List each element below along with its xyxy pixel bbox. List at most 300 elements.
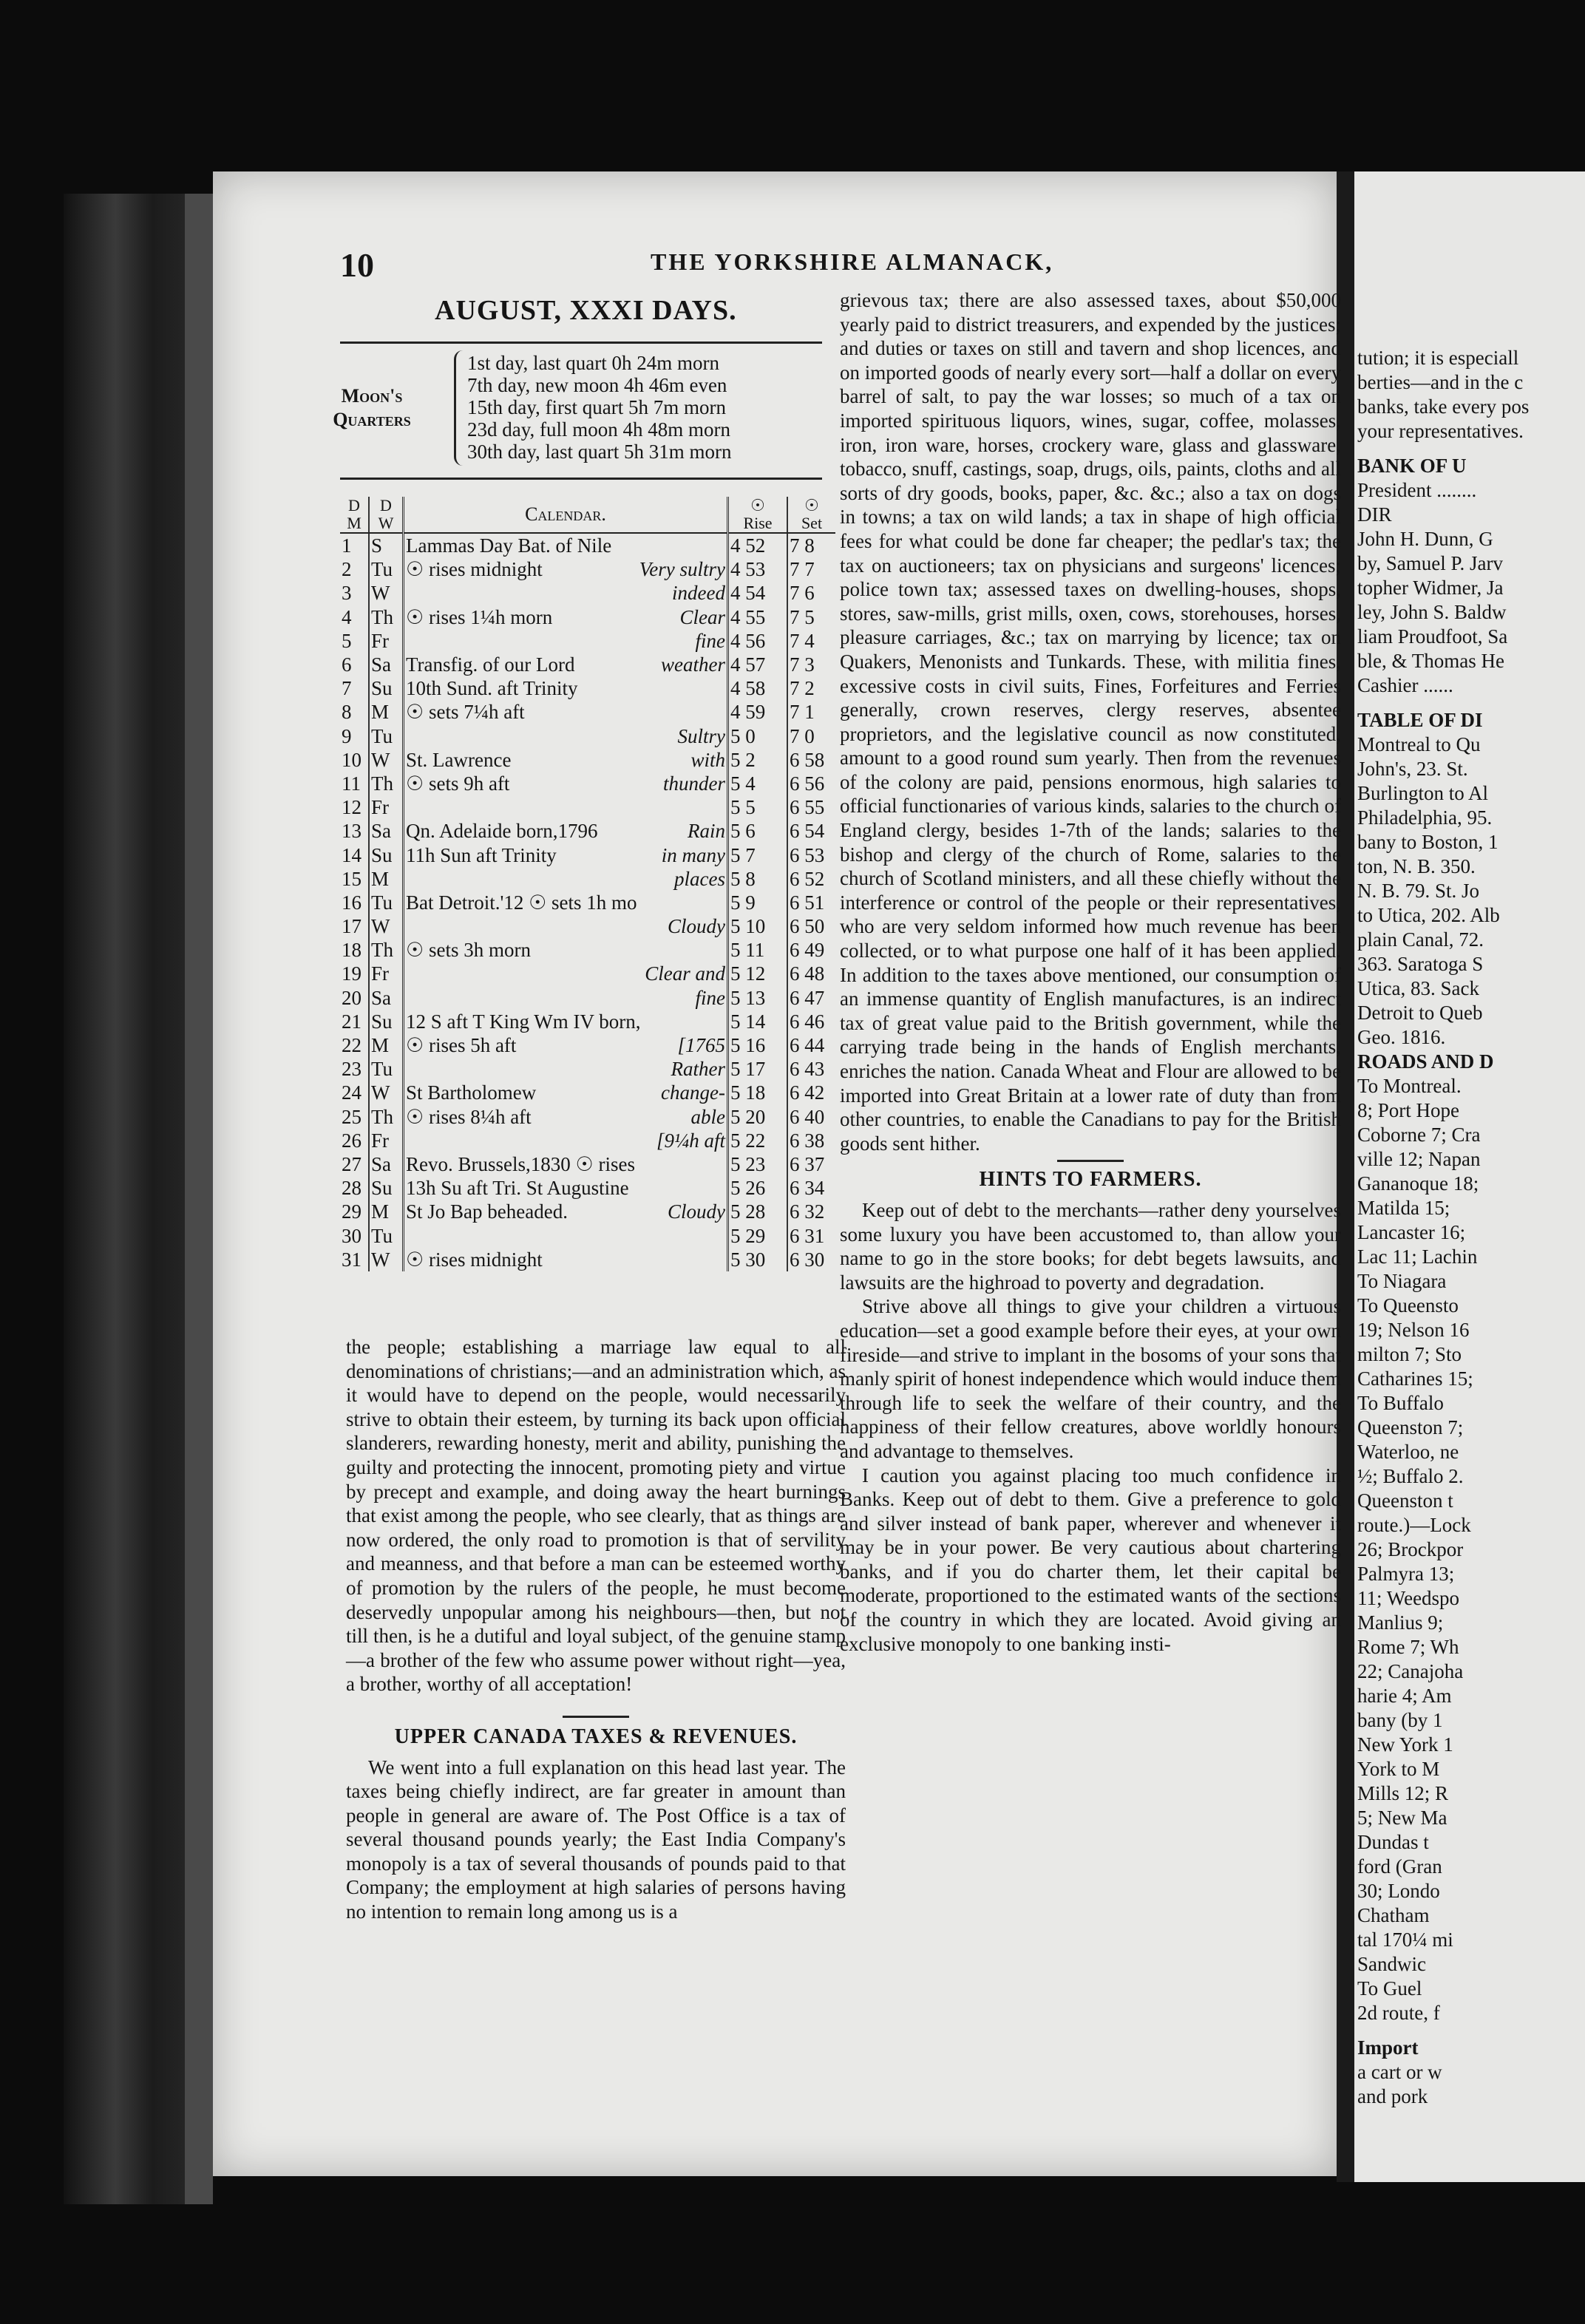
facing-page-line: President ........: [1357, 479, 1477, 501]
sunrise-label: Rise: [743, 514, 773, 532]
facing-page-line: John's, 23. St.: [1357, 758, 1468, 780]
calendar-row: [340, 1248, 835, 1271]
calendar-entry: [404, 1152, 728, 1176]
calendar-event: St. Lawrence: [406, 748, 512, 771]
col-header-sunrise: [728, 497, 788, 533]
weather-note: in many: [661, 843, 725, 866]
calendar-row: [340, 700, 835, 724]
facing-page-line: tution; it is especiall: [1357, 347, 1519, 369]
facing-page-line: bany (by 1: [1357, 1709, 1443, 1731]
weather-note: Rather: [671, 1058, 725, 1081]
sunrise-time: 5 30: [728, 1248, 788, 1271]
day-of-month: 24: [340, 1081, 369, 1104]
calendar-entry: [404, 533, 728, 557]
facing-page-line: 22; Canajoha: [1357, 1660, 1464, 1682]
calendar-entry: [404, 795, 728, 819]
sunrise-time: 5 13: [728, 986, 788, 1010]
facing-page-line: Lac 11; Lachin: [1357, 1246, 1478, 1268]
sunset-time: 6 42: [790, 1081, 825, 1104]
calendar-event: Lammas Day Bat. of Nile: [406, 534, 612, 557]
weather-note: Sultry: [677, 724, 725, 747]
sunrise-time: 5 22: [728, 1129, 788, 1152]
sunrise-time: 5 0: [728, 724, 788, 748]
day-of-month: 12: [340, 795, 369, 819]
facing-page-line: ford (Gran: [1357, 1855, 1442, 1878]
weather-note: fine: [695, 629, 725, 652]
calendar-entry: [404, 653, 728, 676]
calendar-event: ☉ sets 9h aft: [406, 772, 510, 795]
facing-page-line: To Buffalo: [1357, 1392, 1444, 1414]
calendar-body: [340, 533, 835, 1271]
facing-page-line: a cart or w: [1357, 2061, 1442, 2083]
facing-page-line: Waterloo, ne: [1357, 1441, 1459, 1463]
calendar-row: [340, 914, 835, 938]
article-paragraph: Keep out of debt to the merchants—rather deny yourselves some luxury you have been accustomed to, than allow your name to go in the store books; for debt begets lawsuits, and lawsuits are the highroad to poverty and degradation.: [840, 1198, 1341, 1294]
sunset-time: 6 38: [790, 1129, 825, 1152]
calendar-row: [340, 1176, 835, 1200]
sunrise-time: 5 20: [728, 1105, 788, 1129]
day-of-week: Th: [369, 938, 404, 962]
facing-page-line: John H. Dunn, G: [1357, 528, 1493, 550]
sunset-time: 6 32: [790, 1200, 825, 1223]
facing-page-line: BANK OF U: [1357, 455, 1467, 477]
sunset-time: 7 0: [790, 724, 815, 747]
sunrise-time: 4 55: [728, 605, 788, 629]
facing-page-line: 11; Weedspo: [1357, 1587, 1460, 1609]
page-number: 10: [340, 246, 374, 284]
facing-page-line: bany to Boston, 1: [1357, 831, 1499, 853]
rule-under-month: [340, 342, 822, 344]
calendar-row: [340, 748, 835, 772]
calendar-row: [340, 629, 835, 653]
sunrise-time: 5 4: [728, 772, 788, 795]
left-text-column: [346, 1335, 846, 1924]
weather-note: with: [690, 748, 725, 771]
facing-page-line: ROADS AND D: [1357, 1050, 1494, 1073]
moon-quarters-label: Moon's Quarters: [333, 385, 411, 430]
facing-page-line: Coborne 7; Cra: [1357, 1124, 1481, 1146]
sunrise-time: 5 12: [728, 962, 788, 985]
facing-page-line: liam Proudfoot, Sa: [1357, 625, 1508, 648]
col-header-calendar: Calendar.: [404, 497, 728, 533]
sunrise-time: 5 11: [728, 938, 788, 962]
facing-page-line: To Niagara: [1357, 1270, 1447, 1292]
weather-note: Very sultry: [639, 558, 725, 581]
weather-note: Cloudy: [668, 1200, 725, 1223]
facing-page-line: DIR: [1357, 503, 1392, 526]
sunset-time: 7 6: [790, 582, 815, 605]
sunset-time: 6 30: [790, 1248, 825, 1271]
weather-note: change-: [661, 1081, 725, 1104]
calendar-row: [340, 533, 835, 557]
sunrise-time: 5 2: [728, 748, 788, 772]
facing-page-line: Burlington to Al: [1357, 782, 1489, 804]
day-of-week: W: [369, 581, 404, 605]
calendar-event: 10th Sund. aft Trinity: [406, 677, 578, 700]
day-of-week: Sa: [369, 986, 404, 1010]
calendar-row: [340, 1129, 835, 1152]
sunset-time: 7 8: [790, 534, 815, 557]
weather-note: thunder: [663, 772, 725, 795]
calendar-entry: [404, 843, 728, 866]
rule-above-calendar: [340, 478, 822, 480]
calendar-row: [340, 605, 835, 629]
facing-page-line: your representatives.: [1357, 420, 1524, 442]
calendar-row: [340, 1010, 835, 1033]
facing-page-line: tal 170¼ mi: [1357, 1929, 1453, 1951]
weather-note: fine: [695, 986, 725, 1009]
sunset-time: 6 37: [790, 1152, 825, 1175]
calendar-entry: [404, 938, 728, 962]
facing-page-line: Matilda 15;: [1357, 1197, 1450, 1219]
calendar-entry: [404, 1105, 728, 1129]
article-text-continued: grievous tax; there are also assessed taxes, about $50,000 yearly paid to district treasurers, and expended by the justices; and duties or taxes on still and tavern and shop licences, and on imported goods of nearly every sort—half a dollar on every barrel of salt, to pay the war losses; so much of a tax on imported spirituous liquors, wines, sugar, coffee, molasses, iron, iron ware, horses, crockery ware, glass and glassware, tobacco, snuff, castings, soap, drugs, oils, paints, cloths and all sorts of dry goods, books, paper, &c. &c.; also a tax on dogs in towns; a tax on wild lands; a tax in shape of high official fees for what could be done far cheaper; the pedlar's tax; the tax on auctioneers; tax on physicians and surgeons' licences; police town tax; assessed taxes on dwelling-houses, shops, stores, saw-mills, grist mills, oxen, cows, storehouses, horses, pleasure carriages, &c.; tax on marrying by licence; tax on Quakers, Menonists and Tunkards. These, with militia fines, excessive costs in civil suits, Fines, Forfeitures and Ferries generally, crown reserves, clergy reserves, absentee proprietors, and the legislative council as now constituted, amount to a good round sum yearly. Then from the revenues of the colony are paid, pensions enormous, high salaries to official functionaries of various kinds, salaries to the church of England clergy, besides 1-7th of the lands; salaries to the bishop and clergy of the church of Rome, salaries to the church of Scotland ministers, and all these chiefly without the interference or control of the people or their representatives, who are very seldom informed how much revenue has been collected, or to what purpose one half of it has been applied. In addition to the taxes above mentioned, our consumption of an immense quantity of English manufactures, is an indirect tax of great value paid to the British government, while the carrying trade being in the hands of English merchants, enriches the nation. Canada Wheat and Flour are allowed to be imported into Great Britain at a lower rate of duty than from other countries, to enable the Canadians to pay for the British goods sent hither.: [840, 289, 1342, 1155]
sunset-time: 6 47: [790, 986, 825, 1009]
book-binding-edge: [185, 194, 213, 2204]
sunrise-time: 5 26: [728, 1176, 788, 1200]
facing-page-line: ½; Buffalo 2.: [1357, 1465, 1464, 1487]
facing-page-line: ble, & Thomas He: [1357, 650, 1504, 672]
facing-page-line: 363. Saratoga S: [1357, 953, 1484, 975]
facing-page-line: Detroit to Queb: [1357, 1002, 1483, 1024]
sunrise-time: 5 6: [728, 819, 788, 843]
sunrise-time: 5 7: [728, 843, 788, 866]
sunrise-time: 5 29: [728, 1223, 788, 1247]
day-of-week: M: [369, 1033, 404, 1057]
sunset-time: 6 43: [790, 1058, 825, 1081]
day-of-week: M: [369, 700, 404, 724]
article-paragraph: I caution you against placing too much confidence in Banks. Keep out of debt to them. Give a preference to gold and silver instead of bank paper, wherever and whenever it may be in your power. Be very cautious about chartering banks, and if you do charter them, let their capital be moderate, proportioned to the estimated wants of the sections of the country in which they are located. Avoid giving an exclusive monopoly to one banking insti-: [840, 1464, 1341, 1655]
moon-phase: 7th day, new moon 4h 46m even: [467, 374, 727, 396]
calendar-entry: [404, 819, 728, 843]
calendar-row: [340, 795, 835, 819]
sunset-time: 7 1: [790, 701, 815, 724]
day-of-month: 6: [340, 653, 369, 676]
facing-page-line: Geo. 1816.: [1357, 1026, 1446, 1048]
facing-page-line: [1357, 698, 1529, 708]
sunrise-time: 5 23: [728, 1152, 788, 1176]
weather-note: Clear: [679, 605, 725, 628]
calendar-event: St Jo Bap beheaded.: [406, 1200, 568, 1223]
weather-note: Clear and: [645, 962, 725, 985]
facing-page-line: Palmyra 13;: [1357, 1563, 1455, 1585]
day-of-week: M: [369, 1200, 404, 1223]
calendar-row: [340, 1033, 835, 1057]
calendar-row: [340, 676, 835, 700]
facing-page-text: [1357, 346, 1529, 2109]
day-of-month: 14: [340, 843, 369, 866]
sun-icon: ☉: [750, 496, 765, 514]
facing-page-line: New York 1: [1357, 1733, 1453, 1756]
day-of-month: 9: [340, 724, 369, 748]
facing-page-line: Manlius 9;: [1357, 1611, 1444, 1634]
facing-page-line: Montreal to Qu: [1357, 733, 1481, 755]
calendar-entry: [404, 724, 728, 748]
sunset-time: 6 51: [790, 891, 825, 914]
sunrise-time: 4 56: [728, 629, 788, 653]
sunrise-time: 4 53: [728, 557, 788, 581]
facing-page-line: To Queensto: [1357, 1294, 1459, 1316]
sunset-time: 6 40: [790, 1105, 825, 1128]
facing-page-line: Import: [1357, 2036, 1419, 2059]
day-of-month: 2: [340, 557, 369, 581]
facing-page-line: by, Samuel P. Jarv: [1357, 552, 1503, 574]
calendar-event: ☉ rises midnight: [406, 558, 543, 581]
sunrise-time: 4 57: [728, 653, 788, 676]
facing-page-line: Catharines 15;: [1357, 1367, 1473, 1390]
calendar-row: [340, 1081, 835, 1104]
sunset-time: 6 52: [790, 867, 825, 890]
day-of-month: 21: [340, 1010, 369, 1033]
calendar-event: ☉ sets 7¼h aft: [406, 701, 525, 724]
calendar-entry: [404, 962, 728, 985]
sunset-time: 7 7: [790, 558, 815, 581]
calendar-entry: [404, 557, 728, 581]
facing-page-line: 8; Port Hope: [1357, 1099, 1459, 1121]
calendar-row: [340, 1200, 835, 1223]
weather-note: indeed: [672, 582, 725, 605]
calendar-event: Qn. Adelaide born,1796: [406, 820, 598, 843]
sun-icon: ☉: [804, 496, 819, 514]
calendar-row: [340, 962, 835, 985]
calendar-row: [340, 1105, 835, 1129]
calendar-entry: [404, 772, 728, 795]
moon-phase: 15th day, first quart 5h 7m morn: [467, 396, 726, 418]
day-of-month: 17: [340, 914, 369, 938]
sunrise-time: 4 52: [728, 533, 788, 557]
facing-page-line: York to M: [1357, 1758, 1440, 1780]
calendar-row: [340, 938, 835, 962]
sunset-time: 6 56: [790, 772, 825, 795]
sunrise-time: 4 54: [728, 581, 788, 605]
moon-phase: 1st day, last quart 0h 24m morn: [467, 352, 719, 374]
sunset-time: 7 4: [790, 629, 815, 652]
day-of-week: S: [369, 533, 404, 557]
day-of-month: 11: [340, 772, 369, 795]
day-of-week: W: [369, 914, 404, 938]
facing-page-line: 5; New Ma: [1357, 1807, 1447, 1829]
calendar-row: [340, 724, 835, 748]
calendar-event: ☉ rises 1¼h morn: [406, 605, 553, 628]
calendar-entry: [404, 700, 728, 724]
calendar-entry: [404, 867, 728, 891]
calendar-entry: [404, 1129, 728, 1152]
sunrise-time: 5 9: [728, 891, 788, 914]
calendar-entry: [404, 1010, 728, 1033]
sunset-time: 6 54: [790, 820, 825, 843]
day-of-week: Tu: [369, 557, 404, 581]
day-of-week: Fr: [369, 1129, 404, 1152]
facing-page-line: ton, N. B. 350.: [1357, 855, 1476, 877]
calendar-entry: [404, 986, 728, 1010]
day-of-week: Tu: [369, 891, 404, 914]
day-of-month: 27: [340, 1152, 369, 1176]
calendar-entry: [404, 1081, 728, 1104]
section-heading-farmers: HINTS TO FARMERS.: [979, 1168, 1202, 1192]
day-of-month: 13: [340, 819, 369, 843]
day-of-week: Fr: [369, 629, 404, 653]
weather-note: Rain: [688, 820, 725, 843]
calendar-row: [340, 1152, 835, 1176]
section-divider: [563, 1716, 629, 1718]
calendar-row: [340, 867, 835, 891]
calendar-entry: [404, 914, 728, 938]
calendar-row: [340, 772, 835, 795]
sunrise-time: 5 14: [728, 1010, 788, 1033]
sunset-time: 6 48: [790, 962, 825, 985]
facing-page-line: harie 4; Am: [1357, 1685, 1452, 1707]
day-of-week: M: [369, 867, 404, 891]
day-of-week: Th: [369, 605, 404, 629]
calendar-row: [340, 1057, 835, 1081]
day-of-month: 18: [340, 938, 369, 962]
day-of-week: Tu: [369, 1057, 404, 1081]
facing-page-line: Utica, 83. Sack: [1357, 977, 1479, 999]
facing-page-line: milton 7; Sto: [1357, 1343, 1462, 1365]
day-of-month: 10: [340, 748, 369, 772]
facing-page-line: Queenston 7;: [1357, 1416, 1464, 1438]
sunset-time: 6 46: [790, 1010, 825, 1033]
weather-note: [1765: [677, 1034, 725, 1057]
weather-note: places: [674, 867, 725, 890]
facing-page-line: To Montreal.: [1357, 1075, 1462, 1097]
day-of-week: Su: [369, 1176, 404, 1200]
calendar-table: [340, 497, 835, 1271]
sunrise-time: 5 16: [728, 1033, 788, 1057]
day-of-month: 30: [340, 1223, 369, 1247]
sunset-time: 6 55: [790, 796, 825, 819]
facing-page-line: route.)—Lock: [1357, 1514, 1471, 1536]
day-of-month: 31: [340, 1248, 369, 1271]
calendar-event: 11h Sun aft Trinity: [406, 843, 557, 866]
facing-page-line: Rome 7; Wh: [1357, 1636, 1459, 1658]
weather-note: [9¼h aft: [656, 1129, 725, 1152]
article-paragraph: Strive above all things to give your children a virtuous education—set a good example before their eyes, at your own fireside—and strive to implant in the bosoms of your sons that manly spirit of honest independence which would induce them through life to seek the welfare of their country, and the happiness of their fellow creatures, above worldly honours and advantage to themselves.: [840, 1295, 1341, 1462]
day-of-month: 28: [340, 1176, 369, 1200]
facing-page-line: 2d route, f: [1357, 2002, 1440, 2024]
facing-page-line: To Guel: [1357, 1977, 1422, 1999]
facing-page-line: Chatham: [1357, 1904, 1430, 1926]
facing-page-line: Mills 12; R: [1357, 1782, 1449, 1804]
sunset-time: 7 3: [790, 653, 815, 676]
day-of-week: Tu: [369, 1223, 404, 1247]
sunrise-time: 5 8: [728, 867, 788, 891]
calendar-row: [340, 581, 835, 605]
weather-note: Cloudy: [668, 915, 725, 938]
moon-phase: 23d day, full moon 4h 48m morn: [467, 418, 730, 441]
day-of-month: 26: [340, 1129, 369, 1152]
facing-page-line: ley, John S. Baldw: [1357, 601, 1507, 623]
day-of-week: Fr: [369, 962, 404, 985]
calendar-event: Bat Detroit.'12 ☉ sets 1h mo: [406, 891, 637, 914]
calendar-row: [340, 819, 835, 843]
facing-page-line: banks, take every pos: [1357, 395, 1530, 418]
calendar-entry: [404, 581, 728, 605]
facing-page-line: N. B. 79. St. Jo: [1357, 880, 1480, 902]
calendar-row: [340, 843, 835, 866]
day-of-month: 23: [340, 1057, 369, 1081]
facing-page: [1354, 171, 1585, 2182]
day-of-month: 7: [340, 676, 369, 700]
calendar-row: [340, 986, 835, 1010]
facing-page-line: Cashier ......: [1357, 674, 1453, 696]
facing-page-line: berties—and in the c: [1357, 371, 1524, 393]
day-of-week: Su: [369, 843, 404, 866]
day-of-month: 20: [340, 986, 369, 1010]
sunrise-time: 5 28: [728, 1200, 788, 1223]
day-of-week: Sa: [369, 1152, 404, 1176]
sunset-time: 6 34: [790, 1177, 825, 1200]
facing-page-line: 26; Brockpor: [1357, 1538, 1464, 1560]
col-header-day-of-week: D W: [369, 497, 404, 533]
day-of-week: Su: [369, 1010, 404, 1033]
calendar-event: Transfig. of our Lord: [406, 653, 575, 676]
facing-page-line: Lancaster 16;: [1357, 1221, 1466, 1243]
day-of-month: 4: [340, 605, 369, 629]
right-text-column: [840, 288, 1341, 1656]
facing-page-line: Philadelphia, 95.: [1357, 806, 1493, 829]
calendar-entry: [404, 1200, 728, 1223]
sunset-time: 6 53: [790, 843, 825, 866]
day-of-week: W: [369, 1081, 404, 1104]
facing-page-line: Queenston t: [1357, 1489, 1453, 1512]
facing-page-line: TABLE OF DI: [1357, 709, 1483, 731]
sunset-label: Set: [801, 514, 823, 532]
facing-page-line: to Utica, 202. Alb: [1357, 904, 1500, 926]
sunrise-time: 5 10: [728, 914, 788, 938]
calendar-row: [340, 557, 835, 581]
sunset-time: 7 5: [790, 605, 815, 628]
moon-phase: 30th day, last quart 5h 31m morn: [467, 441, 732, 463]
day-of-month: 29: [340, 1200, 369, 1223]
weather-note: able: [690, 1105, 725, 1128]
calendar-event: 12 S aft T King Wm IV born,: [406, 1010, 641, 1033]
calendar-event: 13h Su aft Tri. St Augustine: [406, 1177, 629, 1200]
calendar-row: [340, 891, 835, 914]
sunset-time: 7 2: [790, 677, 815, 700]
sunrise-time: 4 58: [728, 676, 788, 700]
day-of-week: Th: [369, 772, 404, 795]
calendar-entry: [404, 1248, 728, 1271]
day-of-month: 8: [340, 700, 369, 724]
article-text-continued: the people; establishing a marriage law equal to all denominations of christians;—and an administration which, as it would have to depend on the people, would necessarily strive to obtain their esteem, by turning its back upon official slanderers, rewarding honesty, merit and ability, punishing the guilty and protecting the innocent, promoting piety and virtue by precept and example, and doing away the heart burnings that exist among the people, who see clearly, that as things are now ordered, the only road to promotion is that of servility and meanness, and that before a man can be esteemed worthy of promotion by the rulers of the people, he must become deservedly unpopular among his neighbours—then, but not till then, is he a dutiful and loyal subject, of the genuine stamp—a brother of the few who assume power without right—yea, a brother, worthy of all acceptation!: [346, 1336, 846, 1696]
calendar-entry: [404, 1176, 728, 1200]
facing-page-line: 19; Nelson 16: [1357, 1319, 1470, 1341]
day-of-week: W: [369, 748, 404, 772]
day-of-week: Su: [369, 676, 404, 700]
sunrise-time: 5 5: [728, 795, 788, 819]
article-paragraph: We went into a full explanation on this head last year. The taxes being chiefly indirect, are far greater in amount than people in general are aware of. The Post Office is a tax of several thousand pounds yearly; the East India Company's monopoly is a tax of several thousands of pounds paid to that Company; the employment at high salaries of persons having no intention to remain long among us is a: [346, 1756, 846, 1923]
day-of-month: 5: [340, 629, 369, 653]
sunset-time: 6 31: [790, 1224, 825, 1247]
day-of-month: 1: [340, 533, 369, 557]
section-heading-taxes: UPPER CANADA TAXES & REVENUES.: [394, 1725, 798, 1748]
col-header-day-of-month: D M: [340, 497, 369, 533]
sunset-time: 6 50: [790, 915, 825, 938]
running-title: THE YORKSHIRE ALMANACK,: [651, 248, 1054, 275]
calendar-entry: [404, 1033, 728, 1057]
sunrise-time: 4 59: [728, 700, 788, 724]
sunrise-time: 5 17: [728, 1057, 788, 1081]
day-of-week: Sa: [369, 819, 404, 843]
day-of-week: Th: [369, 1105, 404, 1129]
calendar-event: Revo. Brussels,1830 ☉ rises: [406, 1152, 635, 1175]
calendar-row: [340, 653, 835, 676]
calendar-entry: [404, 891, 728, 914]
calendar-row: [340, 1223, 835, 1247]
day-of-week: W: [369, 1248, 404, 1271]
day-of-month: 19: [340, 962, 369, 985]
